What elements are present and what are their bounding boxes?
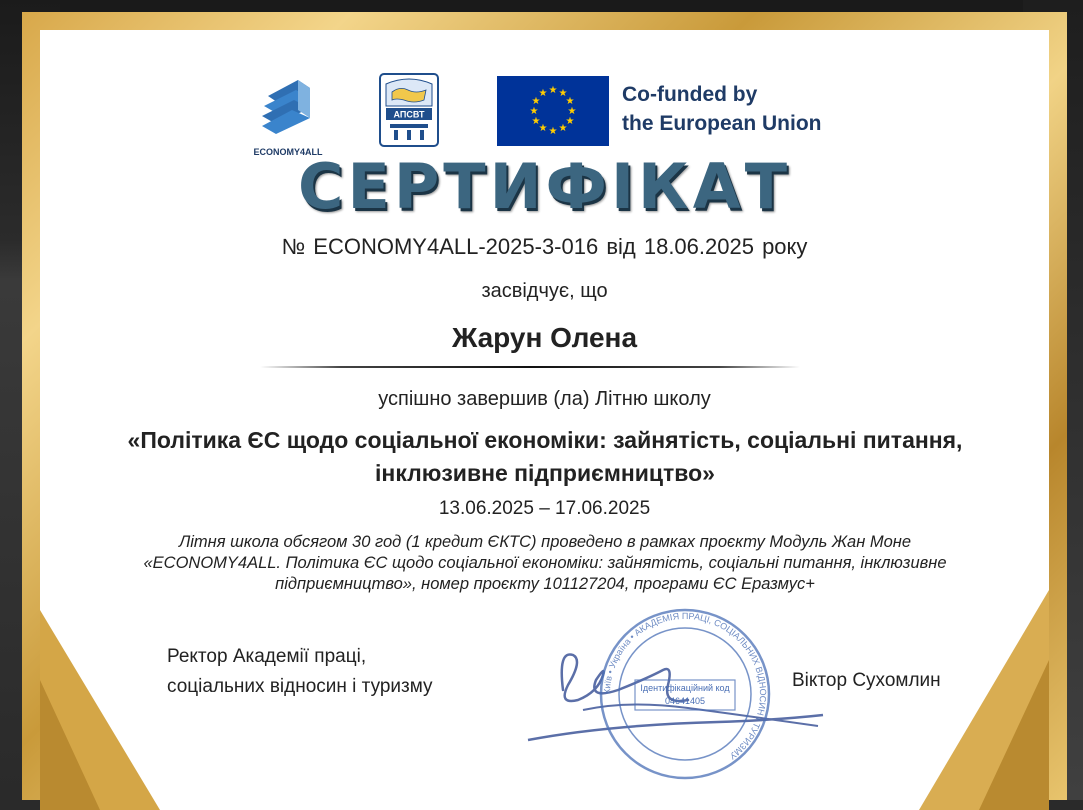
certificate-title: СЕРТИФІКАТ bbox=[298, 150, 791, 223]
academy-crest-icon bbox=[374, 70, 444, 150]
eu-text-line1: Co-funded by bbox=[622, 83, 758, 106]
school-description: Літня школа обсягом 30 год (1 кредит ЄКТС) проведено в рамках проєкту Модуль Жан Моне «ECONOMY4ALL. Політика ЄС щодо соціальної економіки: зайнятість, соціальні питання, інклюзивне підприємництво», номер проєкту 101127204, програми ЄС Еразмус+ bbox=[143, 533, 947, 593]
svg-text:★: ★ bbox=[548, 126, 558, 137]
rector-line-2: соціальних відносин і туризму bbox=[167, 676, 433, 697]
svg-text:★: ★ bbox=[531, 96, 541, 107]
svg-text:★: ★ bbox=[565, 96, 575, 107]
svg-text:★: ★ bbox=[538, 123, 548, 134]
eu-text-line2: the European Union bbox=[622, 112, 822, 135]
certificate-frame bbox=[22, 12, 1067, 800]
apsvt-logo bbox=[374, 70, 444, 160]
certifies-text: засвідчує, що bbox=[481, 280, 608, 302]
corner-decoration-right-dark bbox=[979, 660, 1049, 810]
signer-name: Віктор Сухомлин bbox=[792, 670, 941, 691]
svg-text:★: ★ bbox=[558, 123, 568, 134]
name-underline bbox=[260, 366, 800, 368]
svg-text:★: ★ bbox=[565, 116, 575, 127]
corner-decoration-left-dark bbox=[40, 680, 100, 810]
school-title: «Політика ЄС щодо соціальної економіки: зайнятість, соціальні питання, інклюзивне підприємництво» bbox=[127, 427, 963, 486]
svg-text:★: ★ bbox=[567, 106, 577, 117]
svg-text:★: ★ bbox=[538, 88, 548, 99]
certificate-number: № ECONOMY4ALL-2025-3-016 від 18.06.2025 року bbox=[281, 234, 808, 259]
economy4all-icon bbox=[258, 76, 318, 140]
svg-text:★: ★ bbox=[558, 88, 568, 99]
svg-text:★: ★ bbox=[529, 106, 539, 117]
rector-title bbox=[167, 642, 433, 702]
official-stamp bbox=[595, 604, 775, 784]
recipient-name: Жарун Олена bbox=[451, 322, 638, 353]
svg-text:★: ★ bbox=[531, 116, 541, 127]
eu-stars-icon bbox=[497, 76, 609, 146]
background-top bbox=[0, 0, 1083, 12]
svg-text:★: ★ bbox=[548, 85, 558, 96]
eu-cofunded-text bbox=[622, 80, 822, 138]
stamp-code: Ідентифікаційний код 04641405 bbox=[640, 683, 730, 706]
eu-flag bbox=[497, 76, 609, 146]
completion-text: успішно завершив (ла) Літню школу bbox=[378, 388, 711, 410]
certificate-body bbox=[40, 30, 1049, 810]
economy4all-caption: ECONOMY4ALL bbox=[253, 147, 323, 157]
rector-line-1: Ректор Академії праці, bbox=[167, 646, 367, 667]
apsvt-caption: АПСВТ bbox=[393, 109, 425, 120]
school-dates: 13.06.2025 – 17.06.2025 bbox=[438, 498, 651, 519]
stamp-ring-text: Київ • Україна • АКАДЕМІЯ ПРАЦІ, СОЦІАЛЬНИХ ВІДНОСИН І ТУРИЗМУ bbox=[601, 610, 769, 762]
